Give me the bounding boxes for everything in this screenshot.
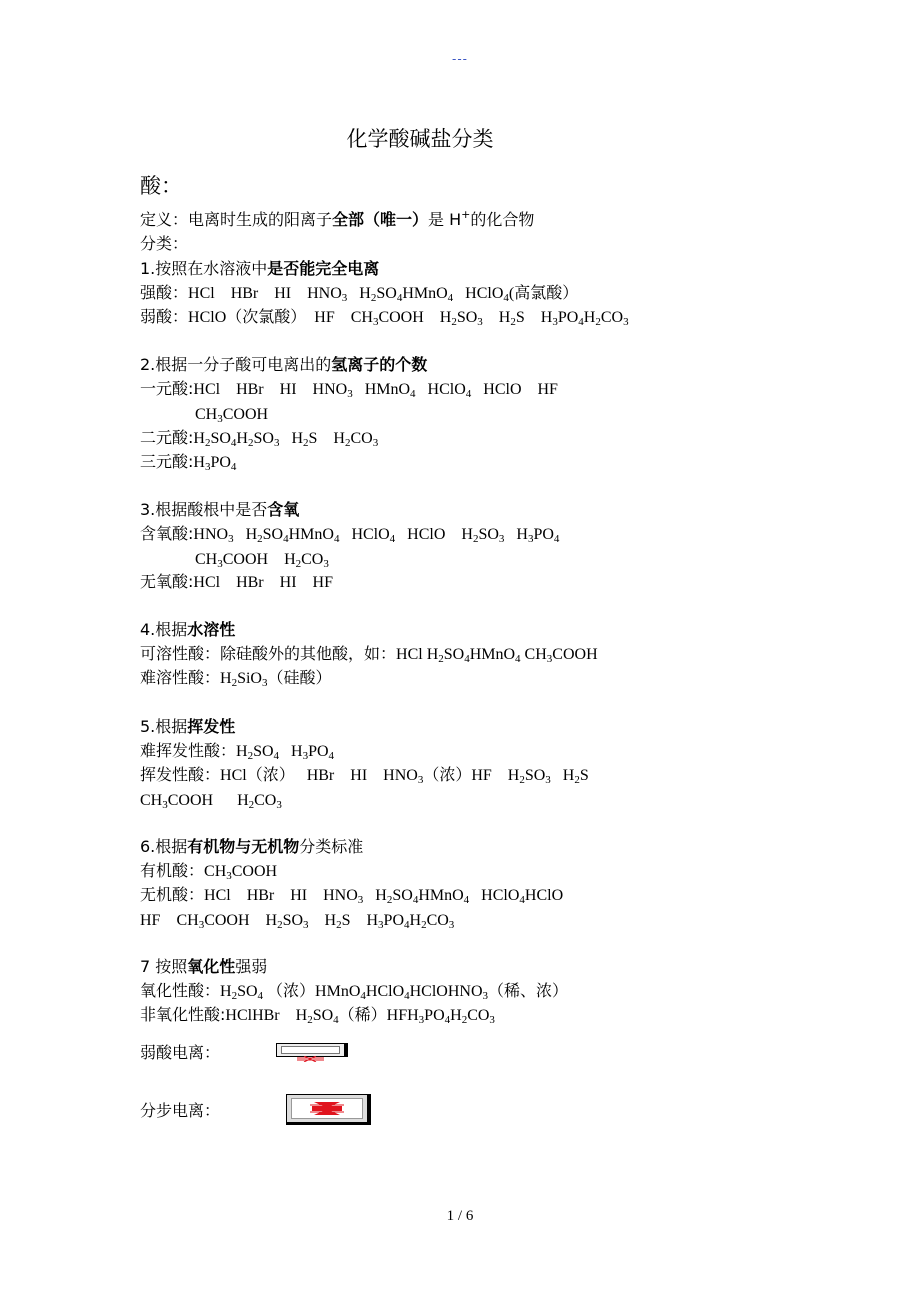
non-oxyacids-line: 无氧酸:HCl HBr HI HF	[140, 572, 333, 591]
page-header: ---	[452, 52, 468, 66]
subsection-7: 7 按照氧化性强弱	[140, 957, 268, 976]
nonvolatile-acids-line: 难挥发性酸：$H_2SO_4$ $H_3PO_4$	[140, 741, 335, 762]
weak-acids-line: 弱酸：HClO（次氯酸） HF $CH_3COOH$ $H_2SO_3$ $H_2S$ $H_3PO_4H_2CO_3$	[140, 307, 629, 328]
volatile-acids-line: 挥发性酸：HCl（浓） HBr HI $HNO_3$（浓）HF $H_2SO_3$ $H_2S$	[140, 765, 589, 786]
oxidizing-acids-line: 氧化性酸：$H_2SO_4$ （浓）HMnO$_4$HClO$_4$HClOHNO$_3$（稀、浓）	[140, 981, 569, 1002]
inorganic-acids-line-cont: HF $CH_3COOH$ $H_2SO_3$ $H_2S$ $H_3PO_4H_2CO_3$	[140, 912, 455, 931]
triprotic-line: 三元酸$:H_3PO_4$	[140, 452, 237, 473]
reversible-arrow-symbol-small	[276, 1043, 348, 1057]
subsection-6: 6.根据有机物与无机物分类标准	[140, 837, 364, 856]
reversible-arrow-symbol-large	[286, 1094, 371, 1125]
monoprotic-line-cont: $CH_3COOH$	[195, 406, 269, 425]
equilibrium-arrows-icon	[282, 1056, 339, 1062]
stepwise-ionization-label: 分步电离：	[140, 1101, 221, 1120]
section-heading-acid: 酸：	[140, 174, 182, 198]
subsection-3: 3.根据酸根中是否含氧	[140, 500, 300, 519]
oxyacids-line: 含氧酸$:HNO_3$ $H_2SO_4HMnO_4$ HClO$_4$ HClO $H_2SO_3$ $H_3PO_4$	[140, 524, 560, 545]
page-number: 1 / 6	[446, 1208, 474, 1224]
oxyacids-line-cont: $CH_3COOH$ $H_2CO_3$	[195, 551, 329, 570]
definition-line: 定义：电离时生成的阳离子全部（唯一）是 H+的化合物	[140, 208, 535, 229]
volatile-acids-line-cont: $CH_3COOH$ $H_2CO_3$	[140, 792, 282, 811]
classification-label: 分类：	[140, 234, 189, 253]
weak-ionization-label: 弱酸电离：	[140, 1043, 221, 1062]
inorganic-acids-line: 无机酸：HCl HBr HI $HNO_3$ $H_2SO_4HMnO_4$ HClO$_4$HClO	[140, 885, 564, 906]
monoprotic-line: 一元酸:HCl HBr HI $HNO_3$ HMnO$_4$ HClO$_4$ HClO HF	[140, 379, 558, 400]
subsection-2: 2.根据一分子酸可电离出的氢离子的个数	[140, 355, 428, 374]
subsection-1: 1.按照在水溶液中是否能完全电离	[140, 259, 380, 278]
insoluble-acids-line: 难溶性酸：$H_2SiO_3$（硅酸）	[140, 668, 332, 689]
soluble-acids-line: 可溶性酸：除硅酸外的其他酸，如：HCl $H_2SO_4HMnO_4$ $CH_3COOH$	[140, 644, 598, 665]
diprotic-line: 二元酸$:H_2SO_4H_2SO_3$ $H_2S$ $H_2CO_3$	[140, 428, 379, 449]
organic-acids-line: 有机酸：$CH_3COOH$	[140, 861, 278, 882]
page-title: 化学酸碱盐分类	[346, 127, 494, 151]
equilibrium-arrows-icon	[292, 1099, 362, 1118]
subsection-4: 4.根据水溶性	[140, 620, 236, 639]
non-oxidizing-acids-line: 非氧化性酸:HClHBr $H_2SO_4$（稀）$HFH_3PO_4H_2CO_3$	[140, 1005, 495, 1026]
subsection-5: 5.根据挥发性	[140, 717, 236, 736]
strong-acids-line: 强酸：HCl HBr HI $HNO_3$ $H_2SO_4HMnO_4$ HClO$_4$(高氯酸）	[140, 283, 579, 304]
